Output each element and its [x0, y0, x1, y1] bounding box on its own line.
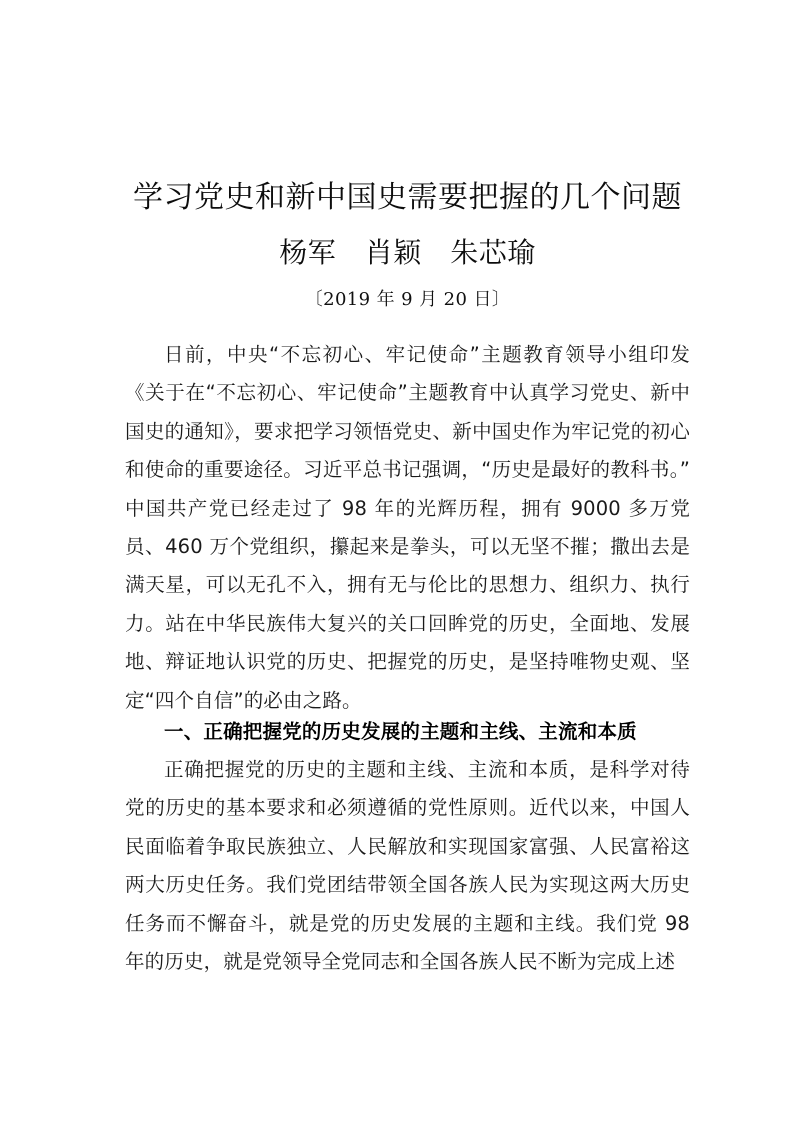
date-line: 〔2019 年 9 月 20 日〕 [304, 289, 511, 310]
page-title: 学习党史和新中国史需要把握的几个问题 [133, 180, 682, 215]
section-heading-1: 一、正确把握党的历史发展的主题和主线、主流和本质 [164, 720, 637, 743]
body-paragraph-2: 正确把握党的历史的主题和主线、主流和本质，是科学对待党的历史的基本要求和必须遵循的党性原则。近代以来，中国人民面临着争取民族独立、人民解放和实现国家富强、人民富裕这两大历史任务。我们党团结带领全国各族人民为实现这两大历史任务而不懈奋斗，就是党的历史发展的主题和主线。我们党 98 年的历史，就是党领导全党同志和全国各族人民不断为完成上述 [125, 758, 690, 974]
author-line: 杨军 肖颖 朱芯瑜 [279, 236, 536, 269]
body-paragraph-1: 日前，中央“不忘初心、牢记使命”主题教育领导小组印发《关于在“不忘初心、牢记使命”主题教育中认真学习党史、新中国史的通知》，要求把学习领悟党史、新中国史作为牢记党的初心和使命的重要途径。习近平总书记强调，“历史是最好的教科书。”中国共产党已经走过了 98 年的光辉历程，拥有 9000 多万党员、460 万个党组织，攥起来是拳头，可以无坚不摧；撒出去是满天星，可以无孔不入，拥有无与伦比的思想力、组织力、执行力。站在中华民族伟大复兴的关口回眸党的历史，全面地、发展地、辩证地认识党的历史、把握党的历史，是坚持唯物史观、坚定“四个自信”的必由之路。 [125, 343, 690, 712]
